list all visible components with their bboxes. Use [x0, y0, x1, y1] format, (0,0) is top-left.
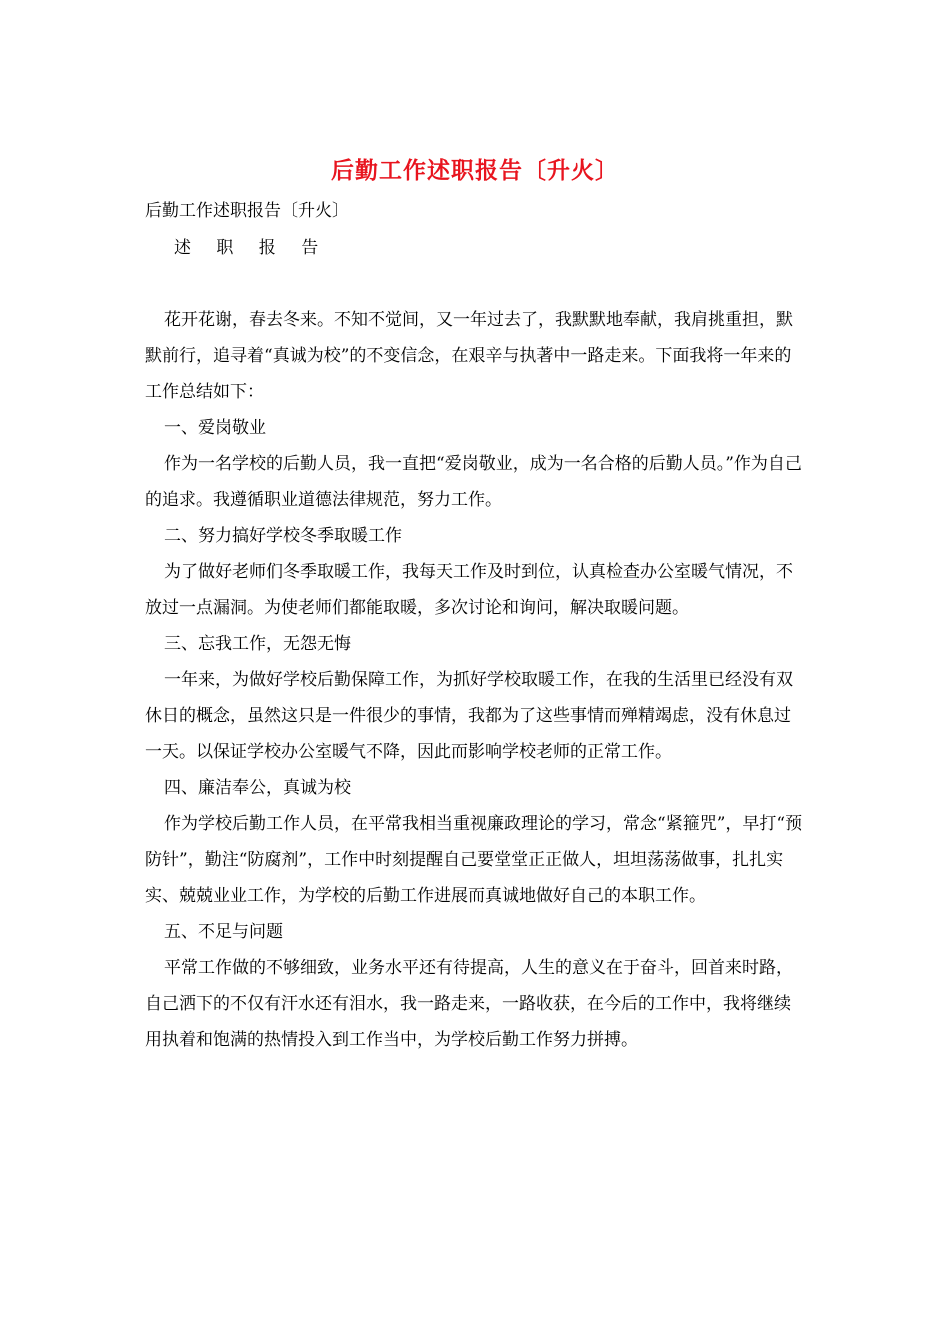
section-heading-5: 五、不足与问题 — [164, 922, 283, 942]
section-body-2: 为了做好老师们冬季取暖工作，我每天工作及时到位，认真检查办公室暖气情况，不放过一点漏洞。为使老师们都能取暖，多次讨论和询问，解决取暖问题。 — [145, 562, 793, 618]
section-body-1: 作为一名学校的后勤人员，我一直把“爱岗敬业，成为一名合格的后勤人员。”作为自己的追求。我遵循职业道德法律规范，努力工作。 — [145, 454, 802, 510]
section-heading-3: 三、忘我工作，无怨无悔 — [164, 634, 351, 654]
section-heading-4: 四、廉洁奉公，真诚为校 — [164, 778, 351, 798]
section-body-4: 作为学校后勤工作人员，在平常我相当重视廉政理论的学习，常念“紧箍咒”，早打“预防针”，勤注“防腐剂”，工作中时刻提醒自己要堂堂正正做人，坦坦荡荡做事，扎扎实实、兢兢业业工作，为学校的后勤工作进展而真诚地做好自己的本职工作。 — [145, 814, 803, 906]
report-heading: 述 职 报 告 — [174, 238, 329, 258]
section-body-5: 平常工作做的不够细致，业务水平还有待提高，人生的意义在于奋斗，回首来时路，自己洒下的不仅有汗水还有泪水，我一路走来，一路收获，在今后的工作中，我将继续用执着和饱满的热情投入到工作当中，为学校后勤工作努力拼搏。 — [145, 958, 793, 1050]
section-body-3: 一年来，为做好学校后勤保障工作，为抓好学校取暖工作，在我的生活里已经没有双休日的概念，虽然这只是一件很少的事情，我都为了这些事情而殚精竭虑，没有休息过一天。以保证学校办公室暖气不降，因此而影响学校老师的正常工作。 — [145, 670, 793, 762]
section-heading-1: 一、爱岗敬业 — [164, 418, 266, 438]
document-body — [145, 198, 805, 1058]
document-title: 后勤工作述职报告〔升火〕 — [331, 157, 619, 184]
section-heading-2: 二、努力搞好学校冬季取暖工作 — [164, 526, 402, 546]
intro-paragraph: 花开花谢，春去冬来。不知不觉间，又一年过去了，我默默地奉献，我肩挑重担，默默前行，追寻着“真诚为校”的不变信念，在艰辛与执著中一路走来。下面我将一年来的工作总结如下： — [145, 310, 793, 402]
document-subtitle: 后勤工作述职报告〔升火〕 — [145, 201, 349, 221]
blank-line — [145, 266, 805, 302]
